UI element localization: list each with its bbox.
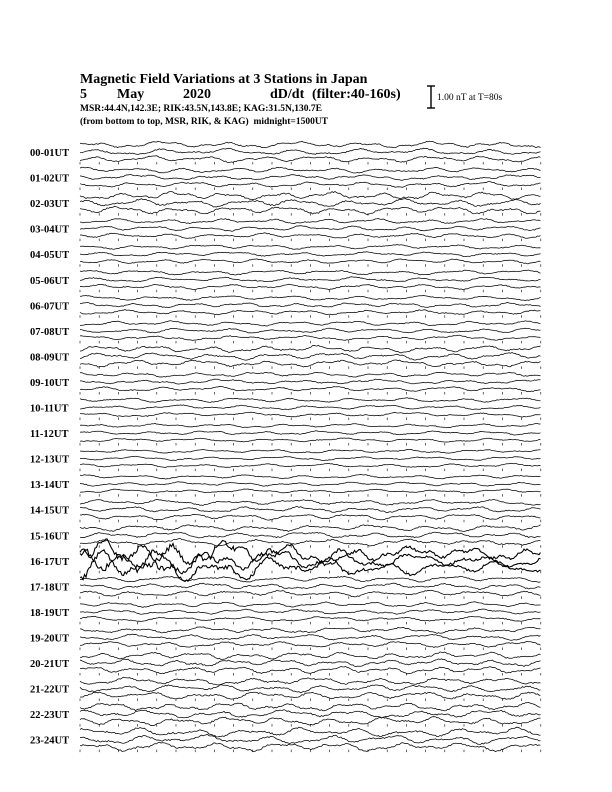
hour-label: 05-06UT [30,275,70,287]
date-month: May [117,87,145,102]
trace-msr [80,259,541,264]
trace-rik [80,148,541,154]
trace-kag [80,270,541,275]
trace-rik [80,379,541,384]
trace-kag [80,602,541,608]
trace-rik [80,175,541,181]
trace-kag [80,475,541,480]
hour-label: 23-24UT [30,735,70,747]
trace-msr [80,590,541,597]
hour-label: 13-14UT [30,480,70,492]
date-year: 2020 [183,87,211,102]
hour-label: 10-11UT [30,403,69,415]
trace-msr [80,539,541,546]
hour-label: 18-19UT [30,607,70,619]
trace-kag [80,539,541,572]
quantity-label: dD/dt [270,87,305,102]
trace-kag [80,652,541,660]
trace-kag [80,167,541,173]
trace-kag [80,398,541,403]
trace-kag [80,423,541,427]
trace-msr [80,284,541,290]
trace-rik [80,734,541,744]
trace-msr [80,412,541,417]
trace-rik [80,226,541,232]
trace-rik [80,277,541,282]
trace-msr [80,335,541,340]
trace-rik [80,431,541,435]
trace-rik [80,302,541,307]
trace-kag [80,576,541,582]
trace-kag [80,245,541,250]
trace-msr [80,386,541,391]
trace-rik [80,532,541,538]
hour-label: 06-07UT [30,301,70,313]
trace-rik [80,583,541,589]
trace-rik [80,685,541,693]
hour-label: 02-03UT [30,199,70,211]
trace-rik [80,252,541,257]
date-day: 5 [80,87,87,102]
hour-label: 12-13UT [30,454,70,466]
scale-bar [427,86,435,108]
hour-label: 03-04UT [30,224,70,236]
trace-kag [80,192,541,200]
trace-rik [80,482,541,486]
trace-msr [80,489,541,493]
hour-label: 00-01UT [30,148,70,159]
hour-label: 20-21UT [30,659,70,670]
hour-label: 14-15UT [30,505,70,517]
trace-msr [80,310,541,315]
trace-kag [80,627,541,634]
trace-rik [80,405,541,410]
hour-label: 04-05UT [30,250,70,262]
trace-kag [80,727,541,737]
trace-rik [80,609,541,614]
chart-title: Magnetic Field Variations at 3 Stations in Japan [80,72,368,87]
trace-kag [80,449,541,453]
hour-label: 09-10UT [30,377,70,389]
hour-label: 19-20UT [30,633,70,645]
hour-label: 11-12UT [30,429,69,441]
trace-msr [80,667,541,674]
trace-kag [80,703,541,711]
trace-kag [80,500,541,506]
trace-kag [80,219,541,224]
hour-label: 07-08UT [30,326,70,338]
trace-kag [80,345,541,353]
trace-rik [80,456,541,460]
trace-kag [80,295,541,300]
trace-kag [80,525,541,532]
midnight-note: midnight=1500UT [253,117,329,127]
trace-kag [80,321,541,326]
filter-label: (filter:40-160s) [312,87,401,102]
trace-msr [80,514,541,520]
trace-rik [80,353,541,361]
station-order-note: (from bottom to top, MSR, RIK, & KAG) midnight=1500UT [80,117,329,127]
hour-label: 01-02UT [30,173,70,185]
trace-rik [80,507,541,513]
trace-rik [80,328,541,333]
trace-msr [80,233,541,239]
trace-rik [80,710,541,718]
trace-kag [80,141,541,148]
station-coordinates: MSR:44.4N,142.3E; RIK:43.5N,143.8E; KAG:31.5N,130.7E [80,104,322,114]
hour-label: 08-09UT [30,352,70,364]
trace-rik [80,634,541,640]
trace-msr [80,438,541,442]
trace-rik [80,199,541,207]
trace-msr [80,360,541,367]
trace-kag [80,677,541,685]
trace-msr [80,463,541,467]
hour-label: 17-18UT [30,582,70,594]
hour-label: 16-17UT [30,556,70,568]
trace-msr [80,616,541,621]
trace-msr [80,182,541,188]
hour-label: 21-22UT [30,684,70,696]
trace-kag [80,372,541,377]
trace-msr [80,156,541,163]
hour-label: 15-16UT [30,531,70,543]
trace-rik [80,659,541,667]
trace-msr [80,692,541,699]
scale-label: 1.00 nT at T=80s [437,93,503,103]
hour-label: 22-23UT [30,710,70,722]
trace-msr [80,642,541,648]
